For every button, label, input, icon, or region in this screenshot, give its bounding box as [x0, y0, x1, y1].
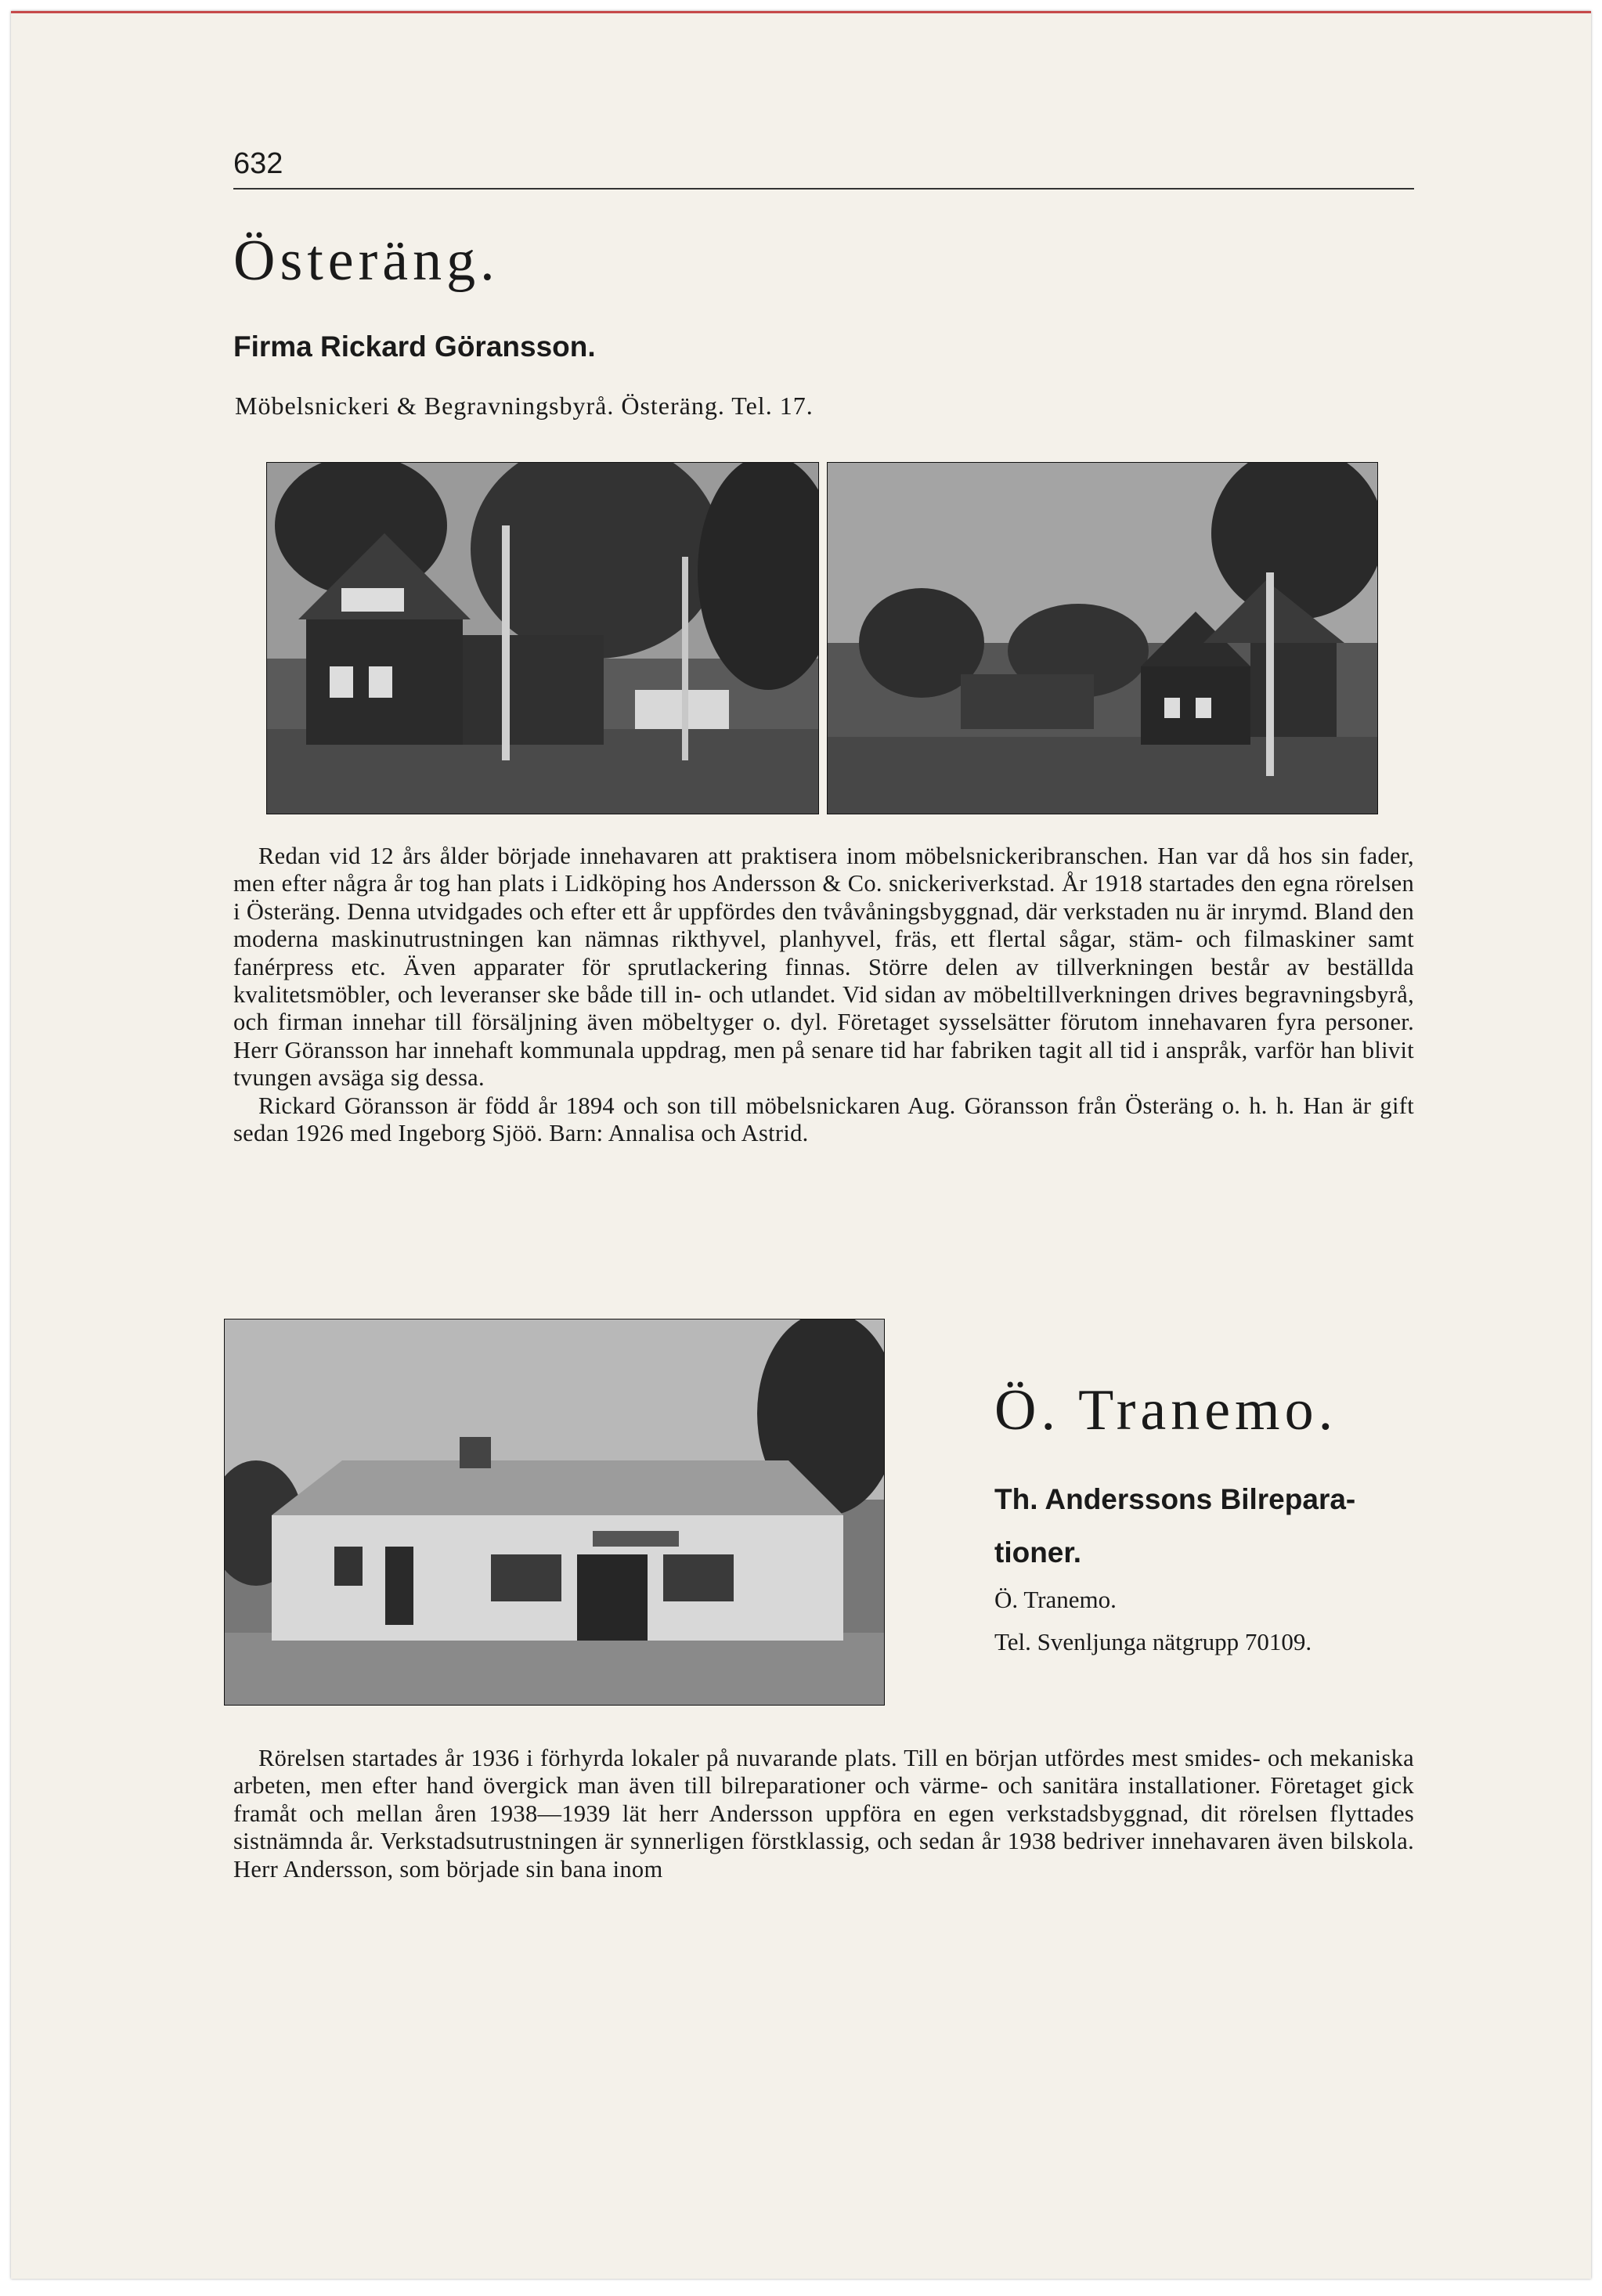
photo-garage	[224, 1319, 885, 1706]
paragraph: Redan vid 12 års ålder började innehavaren att praktisera inom möbelsnickeribranschen. Han var då hos sin fader, men efter några år tog han plats i Lidköping hos Andersson & Co. snickeriverkstad. År 1918 startades den egna rörelsen i Österäng. Denna utvidgades och efter ett år uppfördes den tvåvåningsbyggnad, där verkstaden nu är inrymd. Bland den moderna maskinutrustningen kan nämnas rikthyvel, planhyvel, fräs, ett flertal sågar, stäm- och filmaskiner samt fanérpress etc. Även apparater för sprutlackering finnas. Större delen av tillverkningen består av beställda kvalitetsmöbler, och leveranser ske både till in- och utlandet. Vid sidan av möbeltillverkningen drives begravningsbyrå, och firman innehar till försäljning även möbeltyger o. dyl. Företaget sysselsätter förutom innehavaren fyra personer. Herr Göransson har innehaft kommunala uppdrag, men på senare tid har fabriken tagit all tid i anspråk, varför han blivit tvungen avsäga sig dessa.	[233, 843, 1414, 1092]
photo-workshop-buildings	[827, 462, 1378, 814]
paragraph: Rickard Göransson är född år 1894 och son till möbelsnickaren Aug. Göransson från Österäng o. h. h. Han är gift sedan 1926 med Ingeborg Sjöö. Barn: Annalisa och Astrid.	[233, 1092, 1414, 1147]
firm-name-andersson-line1: Th. Anderssons Bilrepara-	[994, 1483, 1356, 1515]
header-rule	[233, 188, 1414, 190]
page	[11, 11, 1591, 2279]
article-body-goransson	[233, 843, 1414, 1147]
page-number: 632	[233, 147, 283, 180]
firm-address: Ö. Tranemo.	[994, 1586, 1117, 1613]
photo-residence	[266, 462, 819, 814]
page-top-edge	[11, 11, 1591, 13]
firm-name-goransson: Firma Rickard Göransson.	[233, 330, 596, 363]
firm-subtitle: Möbelsnickeri & Begravningsbyrå. Österäng. Tel. 17.	[235, 392, 814, 420]
section-title-tranemo: Ö. Tranemo.	[994, 1378, 1338, 1442]
section-title-osterang: Österäng.	[233, 229, 500, 293]
firm-phone: Tel. Svenljunga nätgrupp 70109.	[994, 1628, 1312, 1655]
article-body-andersson	[233, 1745, 1414, 1883]
paragraph: Rörelsen startades år 1936 i förhyrda lokaler på nuvarande plats. Till en början utfördes mest smides- och mekaniska arbeten, men efter hand övergick man även till bilreparationer och värme- och sanitära installationer. Företaget gick framåt och mellan åren 1938—1939 lät herr Andersson uppföra en egen verkstadsbyggnad, dit rörelsen flyttades sistnämnda år. Verkstadsutrustningen är synnerligen förstklassig, och sedan år 1938 bedriver innehavaren även bilskola. Herr Andersson, som började sin bana inom	[233, 1745, 1414, 1883]
firm-name-andersson-line2: tioner.	[994, 1536, 1082, 1569]
